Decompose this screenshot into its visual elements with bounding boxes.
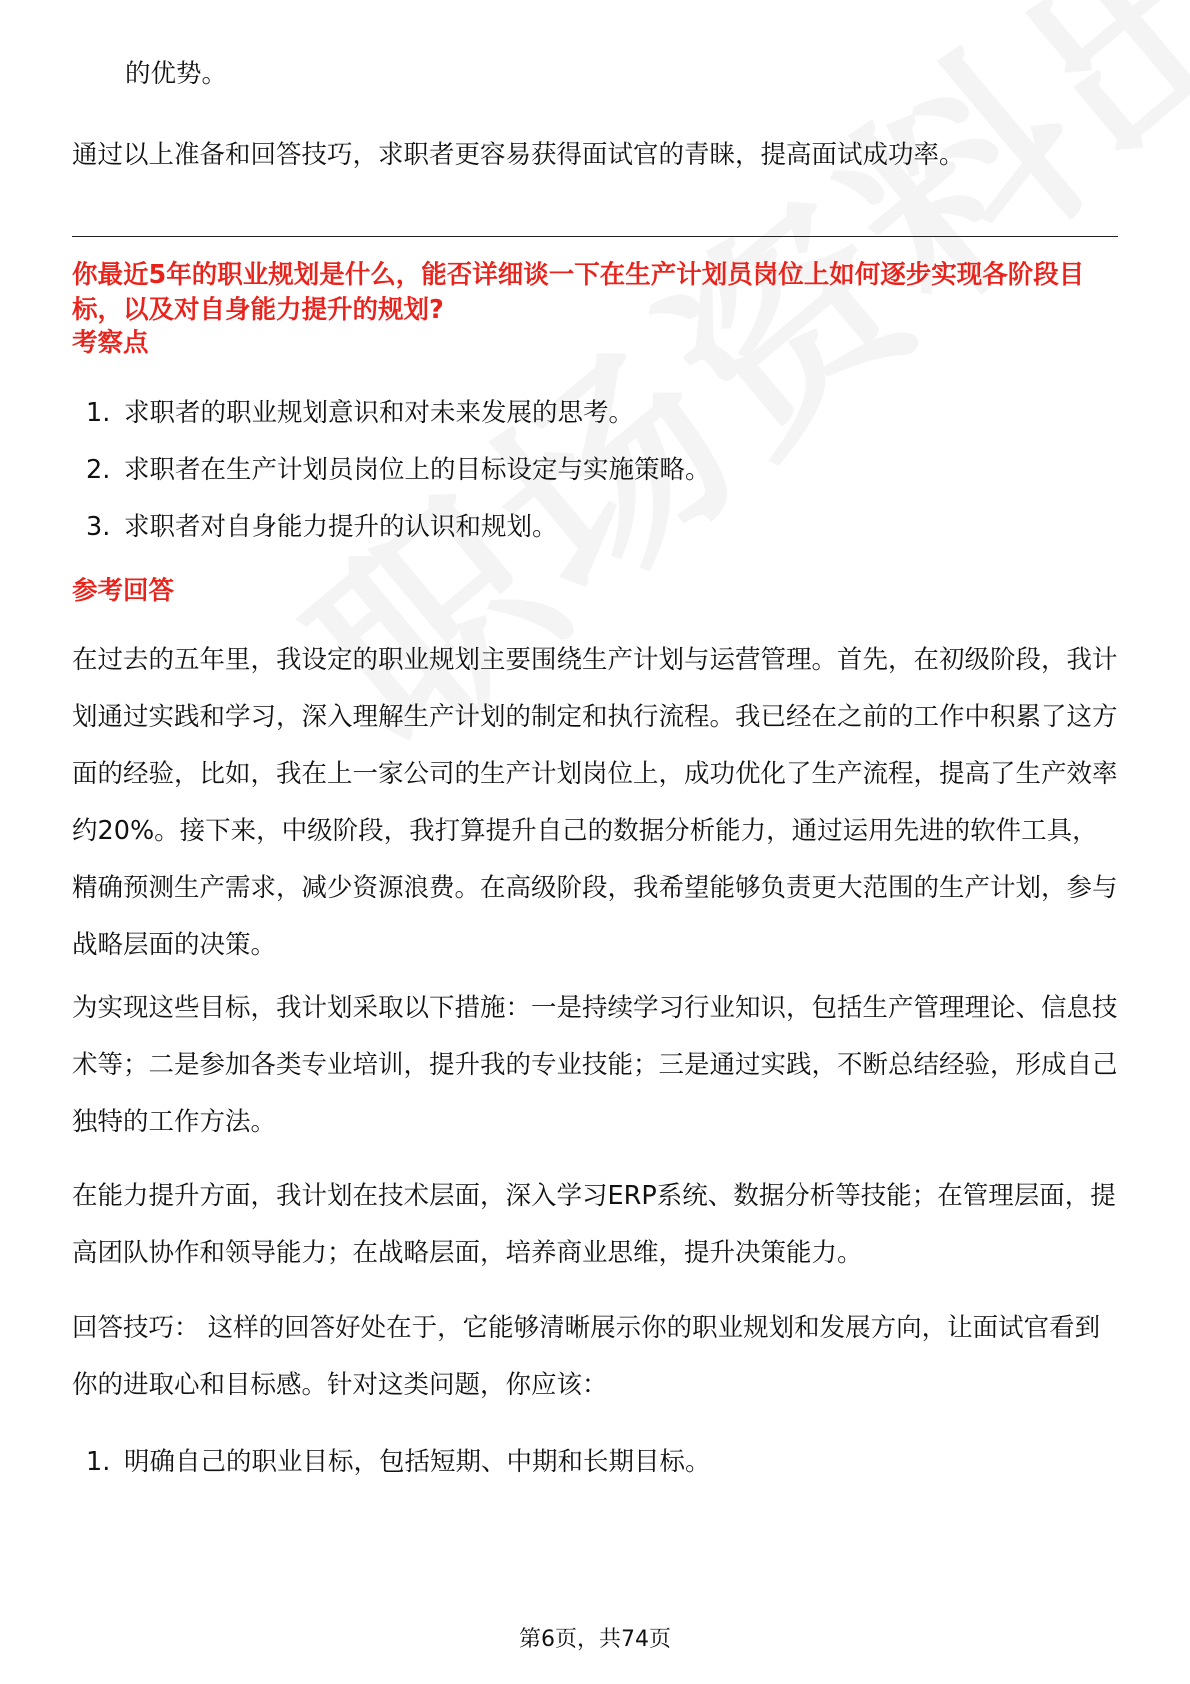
list-text: 求职者在生产计划员岗位上的目标设定与实施策略。 (124, 455, 711, 485)
list-number: 1. (86, 398, 111, 428)
list-item (86, 385, 711, 442)
assessment-title: 考察点 (72, 328, 149, 358)
reference-paragraph-1: 在过去的五年里，我设定的职业规划主要围绕生产计划与运营管理。首先，在初级阶段，我计划通过实践和学习，深入理解生产计划的制定和执行流程。我已经在之前的工作中积累了这方面的经验，比如，我在上一家公司的生产计划岗位上，成功优化了生产流程，提高了生产效率约20%。接下来，中级阶段，我打算提升自己的数据分析能力，通过运用先进的软件工具，精确预测生产需求，减少资源浪费。在高级阶段，我希望能够负责更大范围的生产计划，参与战略层面的决策。 (72, 645, 1118, 960)
reference-paragraph-3: 在能力提升方面，我计划在技术层面，深入学习ERP系统、数据分析等技能；在管理层面，提高团队协作和领导能力；在战略层面，培养商业思维，提升决策能力。 (72, 1181, 1116, 1268)
section-divider (72, 236, 1118, 237)
tips-list (86, 1434, 711, 1491)
continuation-text: 的优势。 (125, 59, 228, 89)
reference-title: 参考回答 (72, 576, 175, 606)
page-footer: 第6页，共74页 (519, 1627, 671, 1652)
list-item (86, 442, 711, 499)
list-number: 2. (86, 455, 111, 485)
list-item (86, 1434, 711, 1491)
list-number: 3. (86, 512, 111, 542)
list-item (86, 499, 711, 556)
reference-paragraph-2: 为实现这些目标，我计划采取以下措施：一是持续学习行业知识，包括生产管理理论、信息技术等；二是参加各类专业培训，提升我的专业技能；三是通过实践，不断总结经验，形成自己独特的工作方法。 (72, 993, 1118, 1137)
assessment-list (86, 385, 711, 556)
answer-tips-paragraph: 回答技巧： 这样的回答好处在于，它能够清晰展示你的职业规划和发展方向，让面试官看到你的进取心和目标感。针对这类问题，你应该： (72, 1313, 1101, 1400)
summary-paragraph: 通过以上准备和回答技巧，求职者更容易获得面试官的青睐，提高面试成功率。 (72, 140, 965, 170)
list-text: 明确自己的职业目标，包括短期、中期和长期目标。 (124, 1447, 711, 1477)
list-text: 求职者对自身能力提升的认识和规划。 (124, 512, 558, 542)
question-heading: 你最近5年的职业规划是什么，能否详细谈一下在生产计划员岗位上如何逐步实现各阶段目标，以及对自身能力提升的规划? (72, 260, 1085, 325)
list-number: 1. (86, 1447, 111, 1477)
list-text: 求职者的职业规划意识和对未来发展的思考。 (124, 398, 635, 428)
